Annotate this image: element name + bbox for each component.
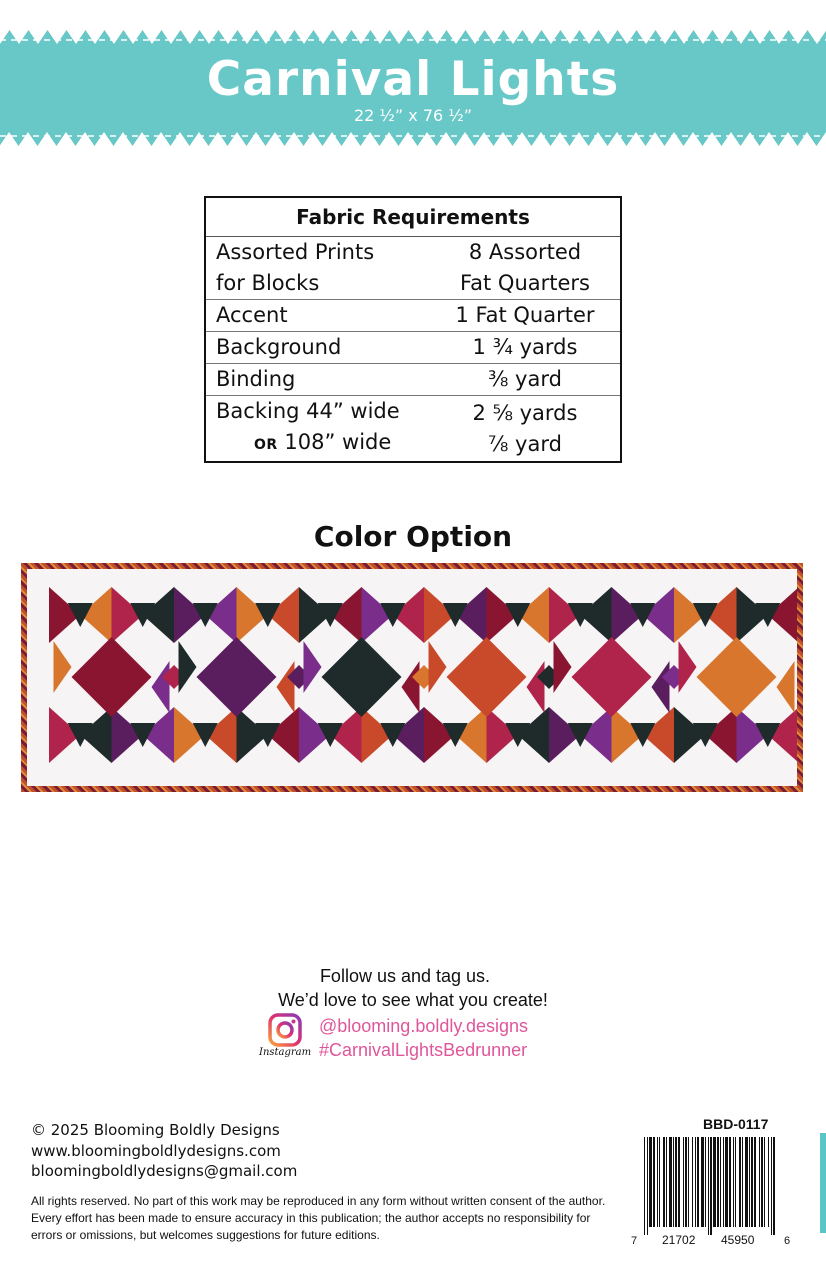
barcode-bar (688, 1137, 689, 1227)
fabric-item (205, 237, 430, 300)
quilt-patch (152, 661, 170, 713)
copyright: © 2025 Blooming Boldly Designs (31, 1121, 280, 1139)
quilt-patch (447, 637, 527, 717)
amount-line: 8 Assorted (468, 240, 582, 264)
barcode-bar (733, 1137, 734, 1227)
quilt-patch (572, 637, 652, 717)
fabric-amount: 1 Fat Quarter (430, 300, 621, 332)
follow-text: Follow us and tag us. (319, 966, 491, 986)
barcode-bar (669, 1137, 672, 1227)
barcode-bar (713, 1137, 716, 1227)
fabric-amount (430, 396, 621, 463)
amount-line: Fat Quarters (460, 271, 590, 295)
barcode-bar (771, 1137, 772, 1235)
barcode-bar (647, 1137, 648, 1235)
item-line: Backing 44” wide (216, 399, 400, 423)
quilt-patch (72, 637, 152, 717)
barcode-bar (745, 1137, 748, 1227)
instagram-icon (268, 1013, 302, 1047)
quilt-patch (54, 641, 72, 693)
fabric-item: Background (205, 332, 430, 364)
barcode-bar (764, 1137, 765, 1227)
barcode-bar (659, 1137, 660, 1227)
barcode-bar (678, 1137, 680, 1227)
edge-decoration (820, 1133, 826, 1233)
fabric-item: Accent (205, 300, 430, 332)
table-row (205, 396, 621, 463)
quilt-patch (197, 637, 277, 717)
barcode-bar (759, 1137, 760, 1227)
barcode-bar (761, 1137, 763, 1227)
fabric-requirements-table (204, 196, 622, 463)
email-link[interactable]: bloomingboldlydesigns@gmail.com (31, 1162, 298, 1180)
barcode-digits: 21702 (662, 1233, 696, 1247)
barcode-digit: 7 (631, 1235, 638, 1247)
barcode-bar (666, 1137, 667, 1227)
page-title: Carnival Lights (206, 52, 620, 107)
table-row (205, 332, 621, 364)
barcode-digit: 6 (784, 1235, 791, 1247)
table-heading: Fabric Requirements (205, 197, 621, 237)
barcode-bar (657, 1137, 658, 1227)
quilt-patch (179, 641, 197, 693)
quilt-patch (777, 661, 795, 713)
item-line: Assorted Prints (216, 240, 375, 264)
table-row (205, 300, 621, 332)
barcode-digits: 45950 (721, 1233, 755, 1247)
quilt-patch (527, 661, 545, 713)
barcode-bar (653, 1137, 655, 1227)
amount-line: 2 ⅝ yards (472, 400, 578, 425)
barcode-bar (729, 1137, 731, 1227)
hashtag: #CarnivalLightsBedrunner (319, 1040, 528, 1060)
quilt-patch (679, 641, 697, 693)
barcode-bar (720, 1137, 721, 1227)
item-line: 108” wide (284, 430, 392, 454)
barcode-bar (683, 1137, 684, 1227)
barcode-bar (773, 1137, 775, 1235)
barcode-bar (663, 1137, 665, 1227)
fabric-item (205, 396, 430, 463)
quilt-pattern (27, 569, 797, 786)
fabric-amount (430, 237, 621, 300)
quilt-patch (652, 661, 670, 713)
quilt-patch (322, 637, 402, 717)
fabric-item: Binding (205, 364, 430, 396)
quilt-image (27, 569, 797, 786)
item-line: for Blocks (216, 271, 320, 295)
barcode-bar (649, 1137, 652, 1227)
or-label: OR (254, 437, 278, 453)
quilt-patch (429, 641, 447, 693)
legal-notice: All rights reserved. No part of this work may be reproduced in any form without written consent of the author. Every effort has been made to ensure accuracy in this publication; the author accepts no responsibility for errors or omissions, but welcomes suggestions for future editions. (31, 1194, 606, 1242)
barcode (642, 1137, 776, 1235)
amount-line: ⅞ yard (488, 431, 562, 456)
quilt-patch (697, 637, 777, 717)
barcode-bar (751, 1137, 753, 1227)
barcode-bar (725, 1137, 728, 1227)
share-text: We’d love to see what you create! (278, 990, 548, 1010)
barcode-bar (708, 1137, 709, 1235)
table-row (205, 364, 621, 396)
barcode-bar (697, 1137, 699, 1227)
barcode-bar (695, 1137, 696, 1227)
barcode-bar (749, 1137, 750, 1227)
table-row (205, 237, 621, 300)
barcode-bar (735, 1137, 736, 1227)
instagram-handle[interactable]: @blooming.boldly.designs (319, 1016, 529, 1036)
barcode-bar (675, 1137, 677, 1227)
fabric-amount: 1 ¾ yards (430, 332, 621, 364)
barcode-bar (717, 1137, 719, 1227)
table-header-row (205, 197, 621, 237)
quilt-patch (402, 661, 420, 713)
barcode-bar (644, 1137, 645, 1235)
barcode-bar (701, 1137, 704, 1227)
quilt-patch (554, 641, 572, 693)
pattern-sku: BBD-0117 (703, 1116, 769, 1132)
instagram-label: Instagram (259, 1047, 312, 1058)
fabric-amount: ⅜ yard (430, 364, 621, 396)
quilt-patch (304, 641, 322, 693)
barcode-bar (673, 1137, 674, 1227)
barcode-bar (710, 1137, 712, 1235)
barcode-bar (685, 1137, 687, 1227)
quilt-patch (277, 661, 295, 713)
finished-size: 22 ½” x 76 ½” (353, 106, 473, 125)
barcode-bar (742, 1137, 743, 1227)
website-link[interactable]: www.bloomingboldlydesigns.com (31, 1142, 281, 1160)
barcode-bar (723, 1137, 724, 1227)
barcode-bar (692, 1137, 693, 1227)
barcode-bar (739, 1137, 741, 1227)
barcode-bar (705, 1137, 706, 1227)
color-option-heading: Color Option (313, 520, 513, 553)
barcode-bar (768, 1137, 769, 1227)
barcode-bar (754, 1137, 756, 1227)
